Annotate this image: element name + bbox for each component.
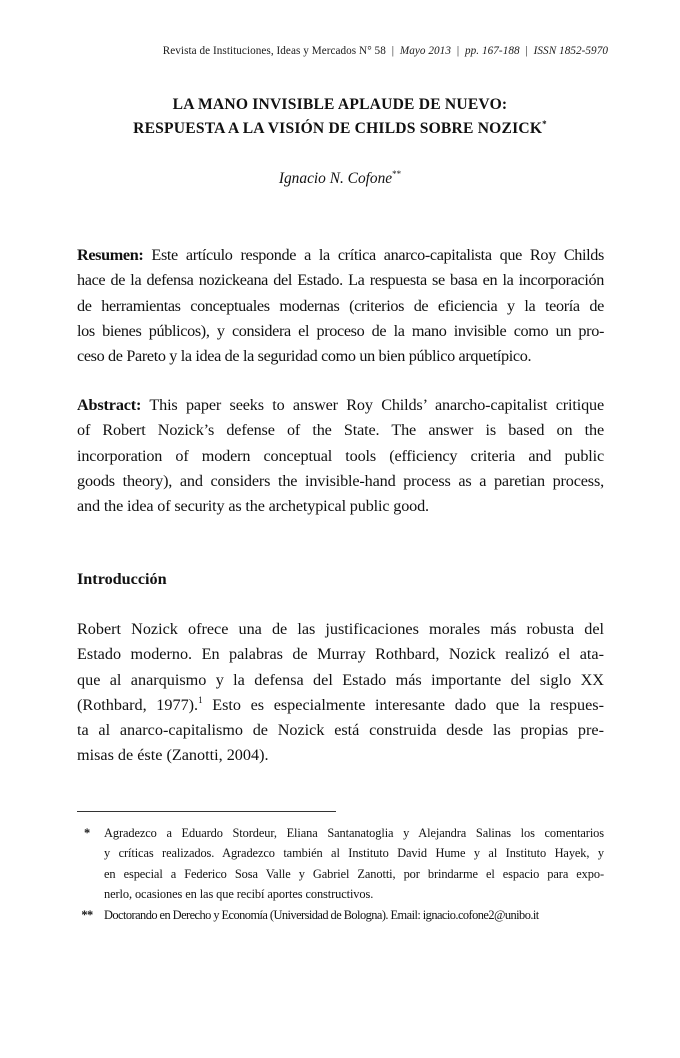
footnote-divider <box>77 811 336 812</box>
header-separator: | <box>391 45 395 57</box>
footnote-author: ** Doctorando en Derecho y Economía (Universidad de Bologna). Email: ignacio.cofone2@unibo.it <box>77 905 604 925</box>
introduction-paragraph: Robert Nozick ofrece una de las justificaciones morales más robusta del Estado moderno. En palabras de Murray Rothbard, Nozick realizó el ata- que al anarquismo y la defensa del Estado más importante del siglo XX (Rothbard, 1977).$^1$ Esto es especialmente interesante dado que la respues- ta al anarco-capitalismo de Nozick está construida desde las propias pre- misas de éste (Zanotti, 2004). <box>77 620 604 765</box>
resumen-label: Resumen: <box>77 246 144 264</box>
title-line-2: RESPUESTA A LA VISIÓN DE CHILDS SOBRE NOZICK* <box>133 119 547 137</box>
title-line-1: LA MANO INVISIBLE APLAUDE DE NUEVO: <box>172 96 508 113</box>
journal-name: Revista de Instituciones, Ideas y Mercados N° 58 <box>162 45 386 57</box>
issn: ISSN 1852-5970 <box>533 45 608 57</box>
article-title <box>77 93 603 141</box>
running-header <box>163 45 608 57</box>
abstract-label: Abstract: <box>77 396 142 414</box>
section-heading-introduccion: Introducción <box>77 570 167 588</box>
abstract-paragraph: Abstract: This paper seeks to answer Roy Childs’ anarcho-capitalist critique of Robert Nozick’s defense of the State. The answer is based on the incorporation of modern conceptual tools (efficiency criteria and public goods theory), and considers the invisible-hand process as a paretian process, and the idea of security as the archetypical public good. <box>77 396 604 516</box>
footnote-title: * Agradezco a Eduardo Stordeur, Eliana Santanatoglia y Alejandra Salinas los comentarios y críticas realizados. Agradezco también al Instituto David Hume y al Instituto Hayek, y en especial a Federico Sosa Valle y Gabriel Zanotti, por brindarme el espacio para expo- nerlo, ocasiones en las que recibí aportes constructivos. <box>77 823 604 905</box>
issue-date: Mayo 2013 <box>399 45 451 57</box>
header-separator: | <box>456 45 460 57</box>
title-footnote-marker[interactable]: * <box>542 119 547 129</box>
page-range: pp. 167-188 <box>465 45 520 57</box>
resumen-paragraph: Resumen: Este artículo responde a la crítica anarco-capitalista que Roy Childs hace de la defensa nozickeana del Estado. La respuesta se basa en la incorporación de herramientas conceptuales modernas (criterios de eficiencia y la teoría de los bienes públicos), y considera el proceso de la mano invisible como un pro- ceso de Pareto y la idea de la seguridad como un bien público arquetípico. <box>77 246 604 366</box>
footnote-marker: * <box>83 826 91 840</box>
header-separator: | <box>525 45 528 57</box>
footnote-marker: ** <box>81 907 93 922</box>
footnotes <box>77 823 604 925</box>
author-footnote-marker[interactable]: ** <box>392 169 402 179</box>
footnote-ref-1[interactable]: 1 <box>198 694 203 705</box>
author-name: Ignacio N. Cofone** <box>278 169 402 187</box>
